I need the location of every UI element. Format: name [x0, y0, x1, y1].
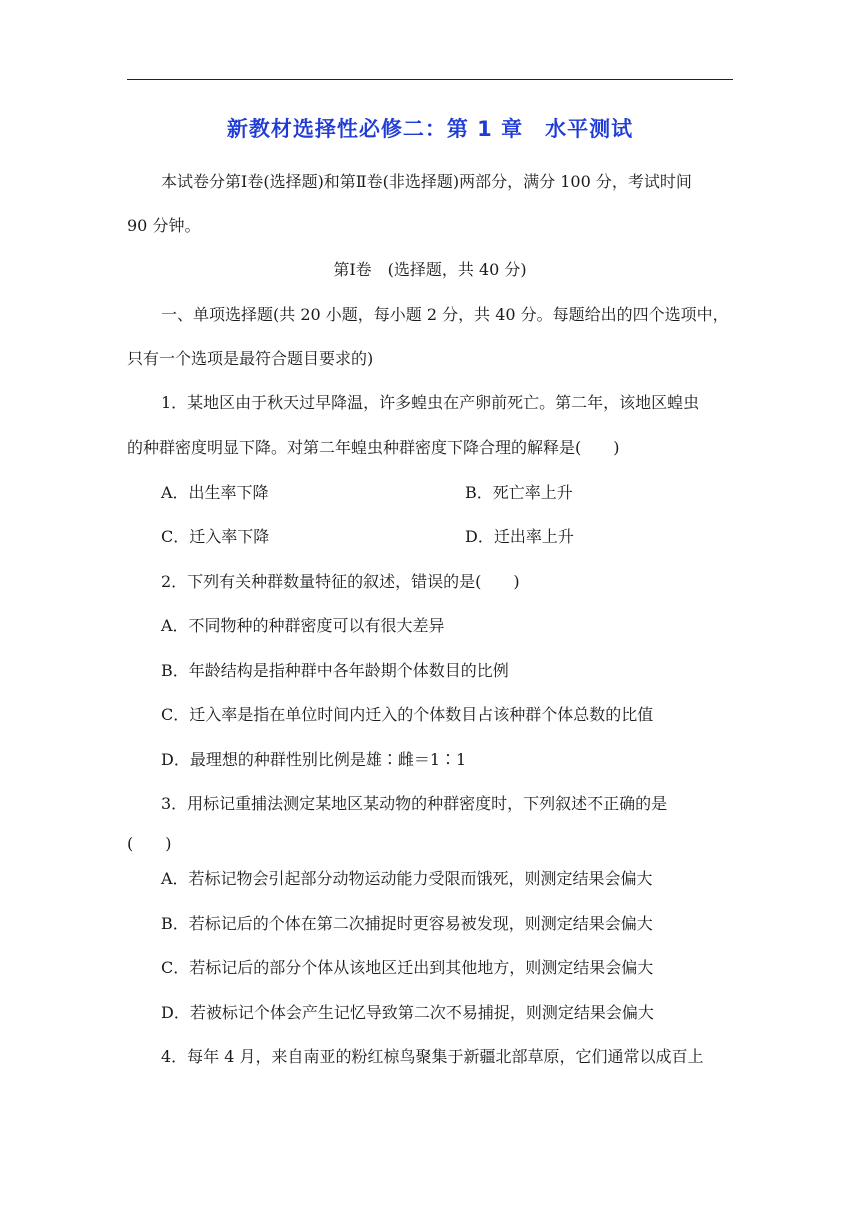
question-3-option-d: D．若被标记个体会产生记忆导致第二次不易捕捉，则测定结果会偏大: [161, 1003, 654, 1022]
instructions-line-2: 只有一个选项是最符合题目要求的): [127, 349, 374, 368]
question-3-stem-line-2: ( ): [127, 834, 172, 853]
question-2-option-b: B．年龄结构是指种群中各年龄期个体数目的比例: [161, 661, 509, 680]
question-4-stem-line-1: 4．每年 4 月，来自南亚的粉红椋鸟聚集于新疆北部草原，它们通常以成百上: [161, 1047, 704, 1066]
question-2-option-a: A．不同物种的种群密度可以有很大差异: [161, 616, 445, 635]
question-1-option-c: C．迁入率下降: [161, 527, 270, 546]
question-3-stem-line-1: 3．用标记重捕法测定某地区某动物的种群密度时，下列叙述不正确的是: [161, 794, 668, 813]
question-1-stem-line-1: 1．某地区由于秋天过早降温，许多蝗虫在产卵前死亡。第二年，该地区蝗虫: [161, 393, 700, 412]
question-1-stem-line-2: 的种群密度明显下降。对第二年蝗虫种群密度下降合理的解释是( ): [127, 438, 620, 457]
section-heading: 第Ⅰ卷 (选择题，共 40 分): [333, 260, 527, 279]
question-1-option-a: A．出生率下降: [161, 483, 269, 502]
intro-line-1: 本试卷分第Ⅰ卷(选择题)和第Ⅱ卷(非选择题)两部分，满分 100 分，考试时间: [161, 172, 692, 191]
question-2-stem-line-1: 2．下列有关种群数量特征的叙述，错误的是( ): [161, 572, 520, 591]
question-1-option-d: D．迁出率上升: [465, 527, 574, 546]
question-3-option-c: C．若标记后的部分个体从该地区迁出到其他地方，则测定结果会偏大: [161, 958, 654, 977]
document-title: 新教材选择性必修二：第 1 章 水平测试: [226, 117, 634, 141]
question-1-option-b: B．死亡率上升: [465, 483, 573, 502]
question-2-option-d: D．最理想的种群性别比例是雄∶雌＝1∶1: [161, 750, 467, 769]
question-3-option-a: A．若标记物会引起部分动物运动能力受限而饿死，则测定结果会偏大: [161, 869, 653, 888]
instructions-line-1: 一、单项选择题(共 20 小题，每小题 2 分，共 40 分。每题给出的四个选项中，: [161, 305, 729, 324]
intro-line-2: 90 分钟。: [127, 216, 201, 235]
question-2-option-c: C．迁入率是指在单位时间内迁入的个体数目占该种群个体总数的比值: [161, 705, 654, 724]
question-3-option-b: B．若标记后的个体在第二次捕捉时更容易被发现，则测定结果会偏大: [161, 914, 653, 933]
header-rule: [127, 79, 733, 80]
